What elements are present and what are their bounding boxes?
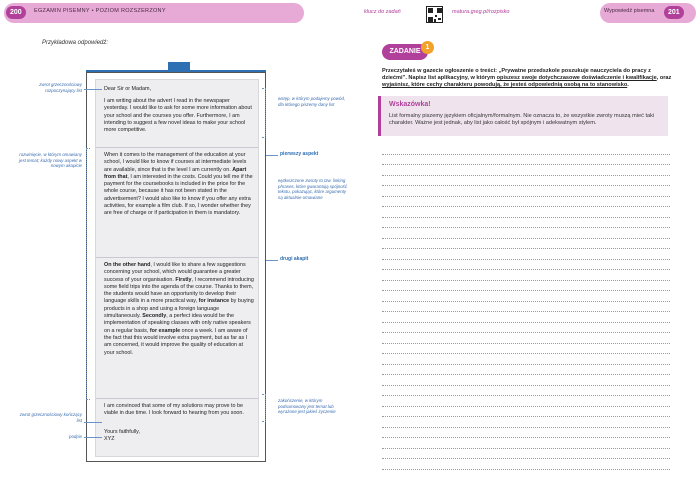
writing-line[interactable]: [382, 417, 670, 428]
page-header: [0, 0, 700, 24]
annotation-closing: zwrot grzecznościowy kończący list: [19, 412, 82, 423]
writing-line[interactable]: [382, 165, 670, 176]
writing-line[interactable]: [382, 186, 670, 197]
annotation-ending: zakończenie, w którym podsumowany jest temat lub wyrażone jest jakieś życzenie: [278, 398, 336, 415]
annotation-intro: wstęp, w którym podajemy powód, dla którego piszemy dany list: [278, 96, 346, 107]
writing-line[interactable]: [382, 344, 670, 355]
letter-greeting: Dear Sir or Madam,: [104, 86, 152, 92]
writing-line[interactable]: [382, 375, 670, 386]
writing-line[interactable]: [382, 333, 670, 344]
annotation-linking-phrases: wytłuszczone zwroty to tzw. linking phrases, które gwarantują spójność tekstu, pokazując, które argumenty są aktualnie omawiane: [278, 178, 348, 200]
writing-line[interactable]: [382, 365, 670, 376]
header-title-left: EGZAMIN PISEMNY • POZIOM ROZSZERZONY: [34, 8, 166, 14]
clipboard-clip-icon: [168, 62, 190, 71]
writing-line[interactable]: [382, 197, 670, 208]
header-title-right: Wypowiedź pisemna: [604, 8, 655, 14]
writing-line[interactable]: [382, 291, 670, 302]
annotation-first-aspect: pierwszy aspekt: [280, 151, 319, 157]
hint-box: [378, 96, 668, 136]
writing-line[interactable]: [382, 228, 670, 239]
writing-line[interactable]: [382, 281, 670, 292]
annotation-brace-right: [262, 394, 266, 422]
writing-line[interactable]: [382, 207, 670, 218]
sample-letter: [95, 79, 259, 457]
writing-line[interactable]: [382, 144, 670, 155]
qr-label-left: klucz do zadań: [364, 9, 401, 15]
annotation-signature: podpis: [69, 434, 82, 439]
writing-line[interactable]: [382, 396, 670, 407]
writing-line[interactable]: [382, 386, 670, 397]
qr-code-icon[interactable]: [426, 6, 443, 23]
writing-line[interactable]: [382, 270, 670, 281]
letter-closing: Yours faithfully,: [104, 429, 140, 435]
letter-signature: XYZ: [104, 436, 115, 442]
task-badge: ZADANIE: [382, 44, 428, 60]
writing-line[interactable]: [382, 249, 670, 260]
paragraph-divider: [96, 398, 258, 399]
page-number-left: 200: [6, 6, 26, 19]
writing-line[interactable]: [382, 407, 670, 418]
annotation-arrow: [84, 89, 102, 90]
writing-line[interactable]: [382, 428, 670, 439]
annotation-arrow: [266, 260, 278, 261]
hint-title: Wskazówka!: [389, 101, 431, 108]
writing-lines[interactable]: [382, 144, 670, 470]
annotation-greeting: zwrot grzecznościowy rozpoczynający list: [39, 82, 82, 93]
annotation-arrow: [84, 422, 102, 423]
writing-line[interactable]: [382, 354, 670, 365]
writing-line[interactable]: [382, 438, 670, 449]
sample-answer-label: Przykładowa odpowiedź:: [42, 40, 109, 46]
letter-paragraph-3: On the other hand, I would like to share a few suggestions concerning your school, which would guarantee a greater success of your organisation. Firstly, I recommend introducing some field trips into the agenda of the course. Thanks to them, the students would have an opportunity to develop their language skills in a more practical way, for instance by buying products in a shop and using a foreign language simultaneously. Secondly, a perfect idea would be the implementation of speaking classes with only native speakers on a regular basis, for example once a week. I am aware of the fact that this would involve extra payment, but as far as I am concerned, it would improve the quality of education at your school.: [104, 262, 254, 356]
writing-line[interactable]: [382, 239, 670, 250]
annotation-second-aspect: drugi akapit: [280, 256, 309, 262]
writing-line[interactable]: [382, 312, 670, 323]
letter-intro-paragraph: I am writing about the advert I read in the newspaper yesterday. I would like to ask for some more information about your school and the courses you offer. Furthermore, I am intending to suggest a few novel ideas to make your school more competitive.: [104, 98, 252, 134]
sample-letter-frame: [86, 72, 266, 462]
writing-line[interactable]: [382, 459, 670, 470]
writing-line[interactable]: [382, 323, 670, 334]
writing-line[interactable]: [382, 449, 670, 460]
writing-line[interactable]: [382, 260, 670, 271]
letter-paragraph-2: When it comes to the management of the education at your school, I would like to know if courses at intermediate levels are available, since that is the level I am currently on. Apart from that, I am interested in the costs. Could you tell me if the payment for the coursebooks is included in the price for the whole course, because it has not been stated in the advertisement? I would also like to know if you offer any extra activities, for example a film club. If so, I wonder whether they are free of charge or if participation in them is mandatory.: [104, 152, 253, 217]
qr-label-right: matura.greg.pl/rozpisko: [452, 9, 510, 15]
annotation-arrow: [84, 437, 102, 438]
writing-line[interactable]: [382, 302, 670, 313]
letter-closing-paragraph: I am convinced that some of my solutions may prove to be viable in due time. I look forward to hearing from you soon.: [104, 403, 244, 417]
writing-line[interactable]: [382, 155, 670, 166]
page-number-right: 201: [664, 6, 684, 19]
writing-line[interactable]: [382, 218, 670, 229]
annotation-arrow: [266, 155, 278, 156]
paragraph-divider: [96, 147, 258, 148]
annotation-development: rozwinięcie, w którym omawiany jest temat; każdy nowy aspekt w nowym akapicie: [19, 152, 82, 169]
annotation-brace-left: [86, 148, 90, 400]
writing-line[interactable]: [382, 176, 670, 187]
task-number-badge: 1: [421, 41, 434, 54]
task-instructions: Przeczytałeś w gazecie ogłoszenie o treści: „Prywatne przedszkole poszukuje nauczyciela do pracy z dziećmi”. Napisz list aplikacyjny, w którym opiszesz swoje dotychczasowe doświadczenie i kwalifikacje, oraz wyjaśnisz, które cechy charakteru powodują, że jesteś odpowiednią osobą na to stanowisko.: [382, 68, 672, 88]
annotation-brace-right: [262, 88, 266, 138]
paragraph-divider: [96, 257, 258, 258]
hint-text: List formalny piszemy językiem oficjalnym/formalnym. Nie oznacza to, że wszystkie zwroty muszą mieć taki charakter. Ważne jest jednak, aby list jako całość był spójnym i adekwatnym stylem.: [389, 113, 655, 126]
